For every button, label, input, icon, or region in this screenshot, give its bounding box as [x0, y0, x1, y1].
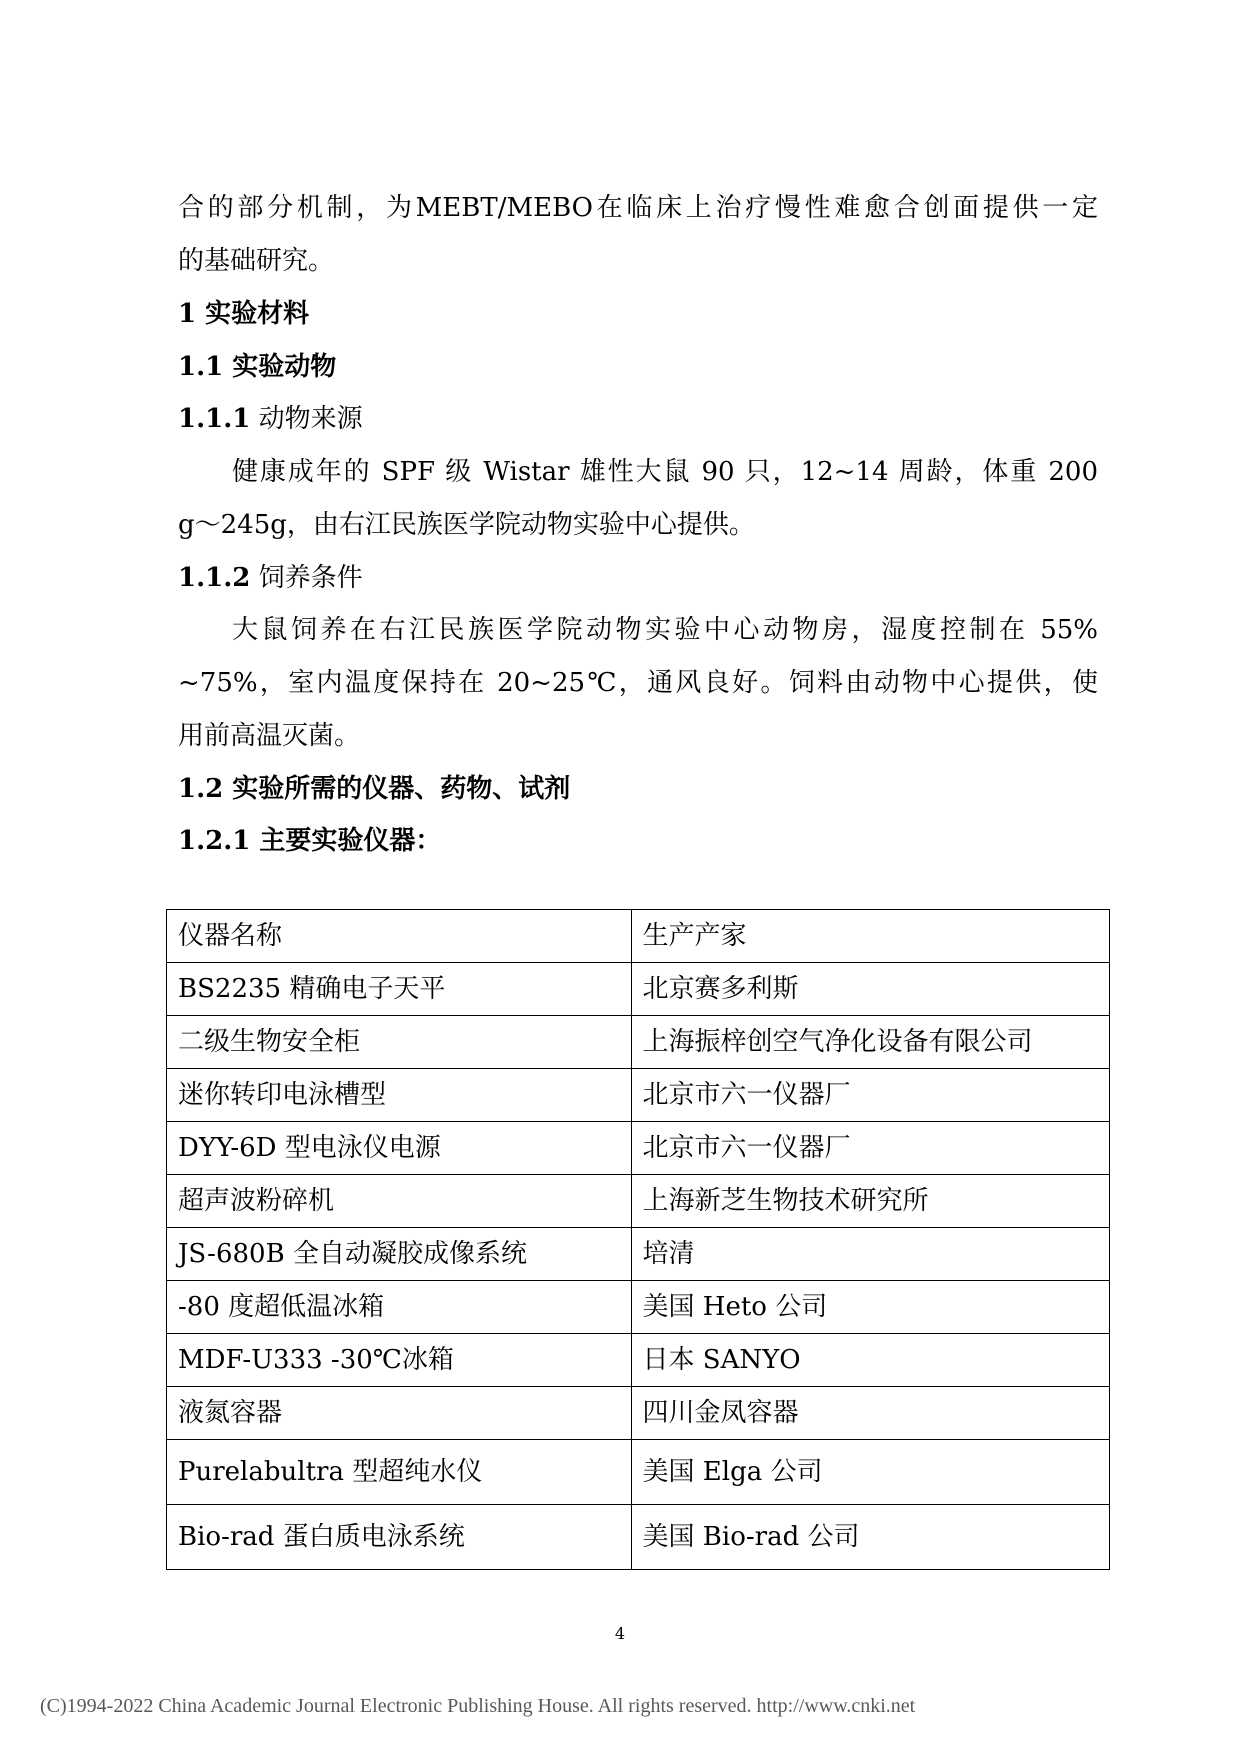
- heading-number: 1.1.2: [178, 563, 251, 593]
- table-cell-manufacturer: 上海振梓创空气净化设备有限公司: [631, 1016, 1109, 1069]
- table-header-cell: 生产产家: [631, 910, 1109, 963]
- intro-paragraph-line-2: 的基础研究。: [178, 246, 335, 276]
- table-row: [167, 1228, 1110, 1281]
- heading-section-1-2-1: 1.2.1 主要实验仪器：: [178, 826, 442, 856]
- heading-section-1: 1 实验材料: [178, 299, 310, 329]
- table-header-cell: 仪器名称: [167, 910, 632, 963]
- heading-number: 1.1.1: [178, 404, 251, 434]
- table-cell-instrument: Bio-rad 蛋白质电泳系统: [167, 1505, 632, 1570]
- table-row: [167, 1334, 1110, 1387]
- table-cell-instrument: 超声波粉碎机: [167, 1175, 632, 1228]
- copyright-footer: (C)1994-2022 China Academic Journal Electronic Publishing House. All rights reserved. http://www.cnki.net: [40, 1695, 916, 1717]
- table-cell-instrument: 二级生物安全柜: [167, 1016, 632, 1069]
- table-cell-manufacturer: 美国 Bio-rad 公司: [631, 1505, 1109, 1570]
- table-cell-instrument: Purelabultra 型超纯水仪: [167, 1440, 632, 1505]
- table-cell-manufacturer: 上海新芝生物技术研究所: [631, 1175, 1109, 1228]
- heading-section-1-1: 1.1 实验动物: [178, 352, 337, 382]
- table-row: [167, 1122, 1110, 1175]
- heading-section-1-2: 1.2 实验所需的仪器、药物、试剂: [178, 774, 571, 804]
- table-cell-instrument: JS-680B 全自动凝胶成像系统: [167, 1228, 632, 1281]
- table-row: [167, 1387, 1110, 1440]
- table-row: [167, 1016, 1110, 1069]
- table-cell-instrument: -80 度超低温冰箱: [167, 1281, 632, 1334]
- table-cell-instrument: BS2235 精确电子天平: [167, 963, 632, 1016]
- animal-source-line-1: 健康成年的 SPF 级 Wistar 雄性大鼠 90 只，12~14 周龄，体重 200: [232, 457, 1098, 487]
- table-cell-instrument: MDF-U333 -30℃冰箱: [167, 1334, 632, 1387]
- table-cell-manufacturer: 美国 Heto 公司: [631, 1281, 1109, 1334]
- housing-line-1: 大鼠饲养在右江民族医学院动物实验中心动物房，湿度控制在 55%: [232, 615, 1098, 645]
- housing-line-2: ~75%，室内温度保持在 20~25℃，通风良好。饲料由动物中心提供，使: [178, 668, 1098, 698]
- heading-text: 饲养条件: [250, 563, 363, 593]
- animal-source-line-2: g～245g，由右江民族医学院动物实验中心提供。: [178, 510, 755, 540]
- table-cell-manufacturer: 美国 Elga 公司: [631, 1440, 1109, 1505]
- heading-section-1-1-2: [178, 560, 1098, 596]
- table-cell-instrument: 迷你转印电泳槽型: [167, 1069, 632, 1122]
- table-row: [167, 1281, 1110, 1334]
- table-cell-manufacturer: 北京市六一仪器厂: [631, 1069, 1109, 1122]
- intro-paragraph-line-1: 合的部分机制，为MEBT/MEBO在临床上治疗慢性难愈合创面提供一定: [178, 193, 1098, 223]
- table-cell-manufacturer: 培清: [631, 1228, 1109, 1281]
- housing-line-3: 用前高温灭菌。: [178, 721, 361, 751]
- table-row: [167, 963, 1110, 1016]
- heading-section-1-1-1: [178, 401, 1098, 437]
- table-cell-instrument: DYY-6D 型电泳仪电源: [167, 1122, 632, 1175]
- table-cell-instrument: 液氮容器: [167, 1387, 632, 1440]
- page-number: 4: [614, 1624, 626, 1643]
- table-cell-manufacturer: 北京市六一仪器厂: [631, 1122, 1109, 1175]
- table-row: [167, 1440, 1110, 1505]
- instrument-table: [166, 909, 1110, 1570]
- table-row: [167, 1069, 1110, 1122]
- heading-text: 动物来源: [250, 404, 363, 434]
- table-cell-manufacturer: 日本 SANYO: [631, 1334, 1109, 1387]
- table-header-row: [167, 910, 1110, 963]
- table-row: [167, 1175, 1110, 1228]
- table-cell-manufacturer: 四川金凤容器: [631, 1387, 1109, 1440]
- table-row: [167, 1505, 1110, 1570]
- table-cell-manufacturer: 北京赛多利斯: [631, 963, 1109, 1016]
